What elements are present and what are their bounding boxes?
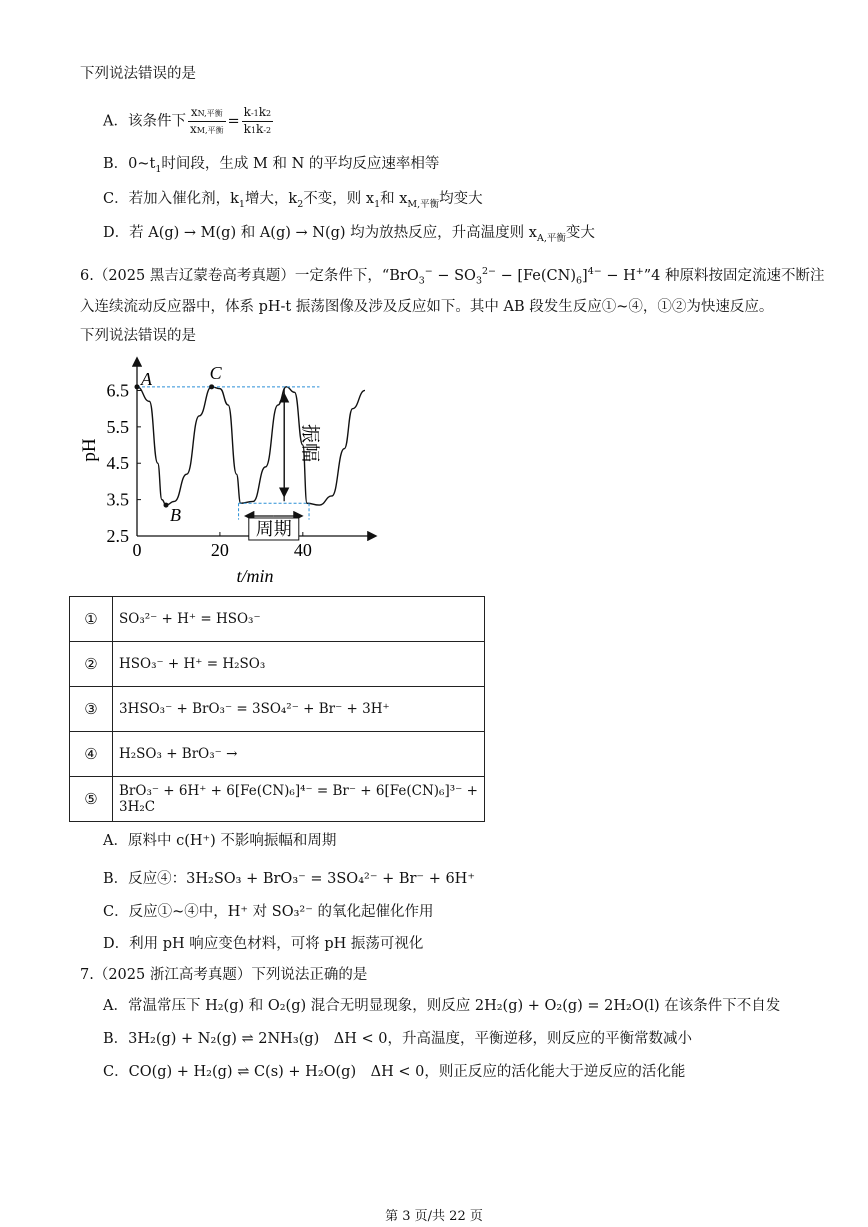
reaction-row (70, 777, 485, 822)
x-tick-label: 20 (210, 540, 229, 560)
reaction-number: ③ (70, 687, 113, 732)
reaction-number: ⑤ (70, 777, 113, 822)
y-tick-label: 5.5 (106, 416, 129, 437)
q5-option-c: C．若加入催化剂，$k_1$增大，$k_2$不变，则 $x_1$和 $x_{M,平衡}$均变大 (103, 191, 483, 210)
point-B (164, 503, 169, 508)
q7-option-c: C．CO(g) + H₂(g) ⇌ C(s) + H₂O(g) ΔH < 0，则正反应的活化能大于逆反应的活化能 (103, 1064, 686, 1080)
y-tick-label: 3.5 (106, 489, 129, 510)
q6-option-a: A．原料中 c(H⁺) 不影响振幅和周期 (103, 833, 337, 849)
point-C (209, 384, 214, 389)
reaction-row (70, 732, 485, 777)
reaction-row (70, 642, 485, 687)
q6-option-d: D．利用 pH 响应变色材料，可将 pH 振荡可视化 (103, 936, 424, 952)
q7-option-b: B．3H₂(g) + N₂(g) ⇌ 2NH₃(g) ΔH < 0，升高温度，平衡逆移，则反应的平衡常数减小 (103, 1031, 692, 1047)
q6-option-b: B．反应④：3H₂SO₃ + BrO₃⁻ = 3SO₄²⁻ + Br⁻ + 6H⁺ (103, 871, 475, 887)
q5-option-d: D．若 A(g) → M(g) 和 A(g) → N(g) 均为放热反应，升高温度则 $x_{A,平衡}$变大 (103, 225, 595, 244)
q6-option-c: C．反应①~④中，H⁺ 对 SO₃²⁻ 的氧化起催化作用 (103, 904, 434, 920)
q6-stem-line3: 下列说法错误的是 (80, 328, 196, 344)
point-label: A (141, 368, 152, 389)
reaction-number: ④ (70, 732, 113, 777)
q7-stem: 7.（2025 浙江高考真题）下列说法正确的是 (80, 967, 368, 983)
reaction-row (70, 597, 485, 642)
q7-option-a: A．常温常压下 H₂(g) 和 O₂(g) 混合无明显现象，则反应 2H₂(g) + O₂(g) = 2H₂O(l) 在该条件下不自发 (103, 998, 781, 1014)
reaction-equation: H₂SO₃ + BrO₃⁻ → (113, 732, 485, 777)
amplitude-label: 振幅 (299, 424, 321, 463)
reaction-number: ① (70, 597, 113, 642)
q6-stem-line2: 入连续流动反应器中，体系 pH-t 振荡图像及涉及反应如下。其中 AB 段发生反应①~④，①②为快速反应。 (80, 299, 774, 315)
reaction-equation: HSO₃⁻ + H⁺ = H₂SO₃ (113, 642, 485, 687)
reaction-table (69, 596, 485, 822)
q5-option-a: A．该条件下 $\frac{\text{xN,平衡}}{\text{xM,平衡}}$ = $\frac{k-1k2}{k1k-2}$ (103, 105, 272, 136)
reaction-equation: BrO₃⁻ + 6H⁺ + 6[Fe(CN)₆]⁴⁻ = Br⁻ + 6[Fe(CN)₆]³⁻ + 3H₂C (113, 777, 485, 822)
point-label: B (170, 505, 182, 526)
reaction-equation: SO₃²⁻ + H⁺ = HSO₃⁻ (113, 597, 485, 642)
reaction-row (70, 687, 485, 732)
page-footer: 第 3 页/共 22 页 (385, 1209, 483, 1224)
ph-curve (137, 387, 365, 505)
x-axis-label: t/min (236, 566, 274, 586)
y-tick-label: 6.5 (106, 380, 129, 401)
point-A (135, 384, 140, 389)
x-tick-label: 0 (132, 540, 142, 560)
q5-option-b: B．$0\sim t_1$时间段，生成 M 和 N 的平均反应速率相等 (103, 156, 440, 175)
y-tick-label: 4.5 (106, 453, 129, 474)
reaction-number: ② (70, 642, 113, 687)
y-tick-label: 2.5 (106, 526, 129, 546)
period-label: 周期 (255, 518, 292, 539)
q5-intro: 下列说法错误的是 (80, 66, 196, 82)
y-axis-label: pH (79, 438, 100, 462)
reaction-equation: 3HSO₃⁻ + BrO₃⁻ = 3SO₄²⁻ + Br⁻ + 3H⁺ (113, 687, 485, 732)
x-tick-label: 40 (293, 540, 312, 560)
q6-stem-line1: 6.（2025 黑吉辽蒙卷高考真题）一定条件下，“$BrO_3^- - SO_3^{2-} - [Fe(CN)_6]^{4-}$ − H+”4 种原料按固定流速不断注 (80, 266, 825, 287)
point-label: C (209, 362, 222, 383)
ph-oscillation-chart (75, 355, 385, 590)
